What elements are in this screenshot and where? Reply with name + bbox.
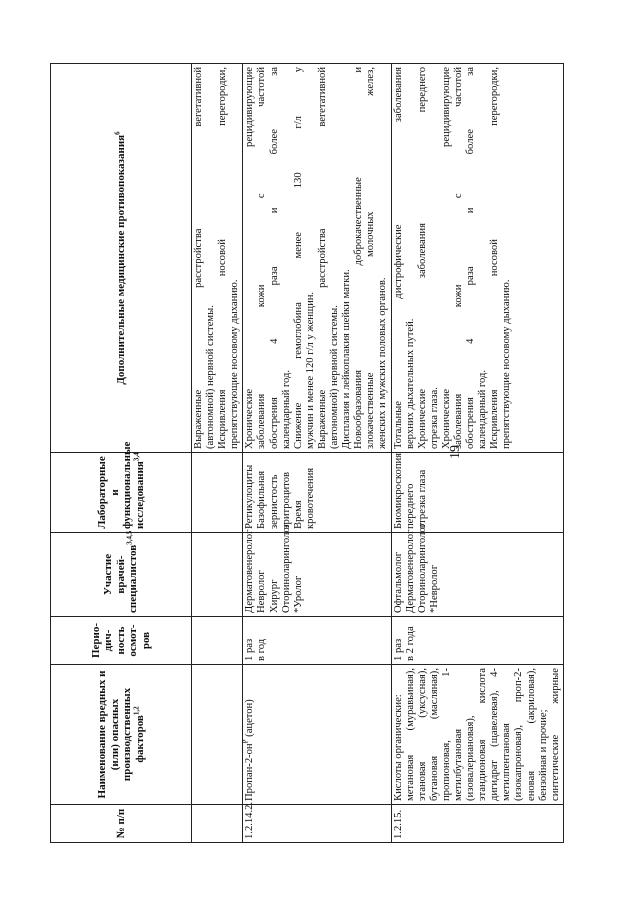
periodicity-cell: 1 раз в 2 года [391,617,563,665]
text-line: препятствующие носовому дыханию. [501,279,513,449]
factors-table [50,63,564,843]
periodicity-cell: 1 раз в год [243,617,391,665]
row-num: 1.2.14.2. [243,805,391,843]
text-line: Искривления носовой перегородки, [489,67,501,449]
text-line: календарный год. [477,369,489,449]
text-line: (изовалериановая), [465,715,477,801]
text-line: этандионовая кислота [477,668,489,801]
header-contra: Дополнительные медицинские противопоказания$^6$ [51,64,192,453]
header-lab: Лабораторные и функциональные исследования$^{3,4}$ [51,453,192,533]
text-line: Выраженные расстройства вегетативной [316,67,328,449]
text-line: этановая (уксусная), [416,668,428,801]
text-line: злокачественные молочных желез, [365,67,377,449]
text-line: обострения 4 раза и более за [465,67,477,449]
row-num: 1.2.15. [391,805,563,843]
header-name: Наименование вредных и (или) опасных производственных факторов$^{1,2}$ [51,665,192,805]
text-line: Кислоты органические: [392,694,404,801]
text-line: Новообразования доброкачественные и [353,67,365,449]
text-line: Хронические рецидивирующие [244,67,256,449]
text-line: (автономной) нервной системы. [329,305,341,449]
text-line: (изокапроновая), проп-2- [513,668,525,801]
text-line: синтетические жирные [549,668,561,801]
table-row-continuation [192,64,243,843]
header-specialists: Участие врачей-специалистов$^{3,4,5}$ [51,533,192,617]
header-num: № п/п [51,805,192,843]
text-line: метилпентановая [501,723,513,801]
text-line: верхних дыхательных путей. [404,318,416,449]
contra-cell [243,64,391,453]
text-line: Хронические рецидивирующие [440,67,452,449]
text-line: Дисплазия и лейкоплакия шейки матки. [341,269,353,449]
text-line: отрезка глаза. [428,387,440,449]
text-line: бутановая (масляная), [428,668,440,801]
specialists-cell: Офтальмолог Дерматовенеролог Оториноларинголог *Невролог [391,533,563,617]
contra-cell [391,64,563,453]
text-line: метановая (муравьиная), [404,668,416,801]
contra-cell: Выраженные расстройства вегетативной (автономной) нервной системы. Искривления носовой перегородки, препятствующие носовому дыханию. [192,64,243,453]
specialists-cell: Дерматовенеролог Невролог Хирург Оториноларинголог *Уролог [243,533,391,617]
table-row [391,64,563,843]
text-line: календарный год. [280,369,292,449]
text-line: Хронические заболевания переднего [416,67,428,449]
table-row [243,64,391,843]
lab-cell: Биомикроскопия переднего отрезка глаза [391,453,563,533]
text-line: женских и мужских половых органов. [377,277,389,449]
page-number: 19 [448,445,463,459]
header-periodicity: Перио-дич-ность осмот-ров [51,617,192,665]
text-line: пропионовая, 1- [440,668,452,801]
text-line: метилбутановая [452,728,464,801]
factor-name: Пропан-$2-он^Р$ (ацетон) [243,665,391,805]
lab-cell: Ретикулоциты Базофильная зернистость эритроцитов Время кровотечения [243,453,391,533]
text-line: заболевания кожи с частотой [452,67,464,449]
text-line: обострения 4 раза и более за [268,67,280,449]
text-line: Снижение гемоглобина менее 130 г/л у [292,67,304,449]
text-line: еновая (акриловая), [525,668,537,801]
text-line: бензойная и прочие; [537,709,549,801]
text-line: мужчин и менее 120 г/л у женщин. [304,291,316,449]
text-line: Тотальные дистрофические заболевания [392,67,404,449]
text-line: дигидрат (щавелевая), 4- [489,668,501,801]
factor-name [391,665,563,805]
text-line: заболевания кожи с частотой [256,67,268,449]
table-header-row [51,64,192,843]
